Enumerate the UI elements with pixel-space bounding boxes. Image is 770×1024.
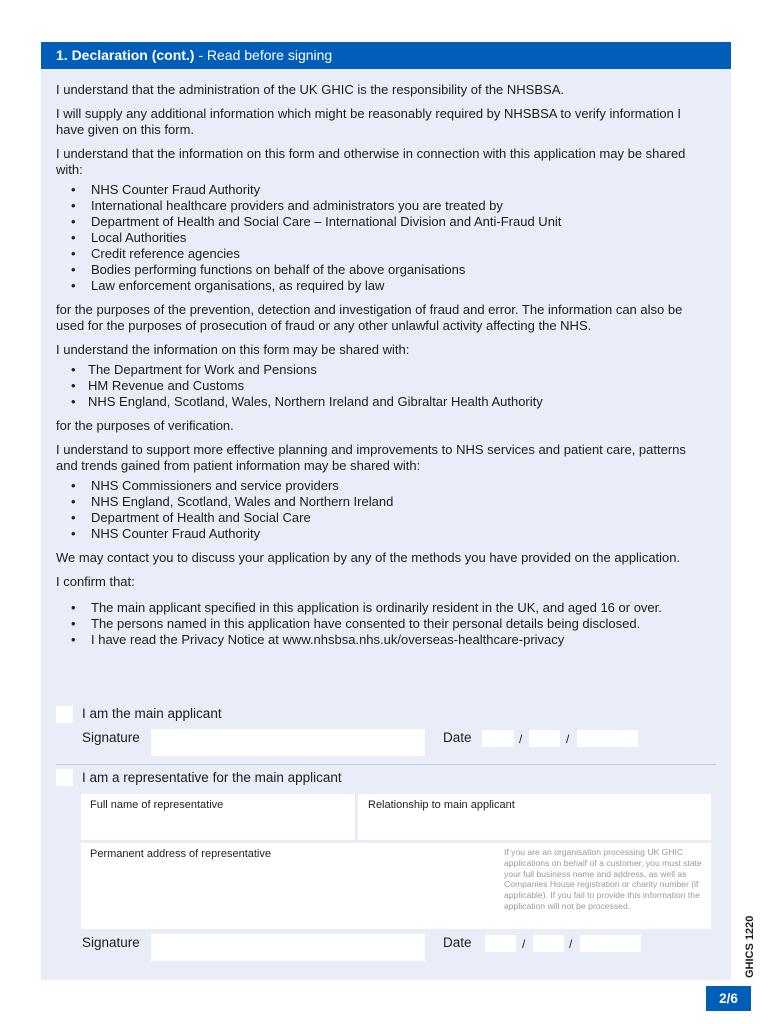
list-item: • Local Authorities (71, 230, 706, 246)
representative-date-label: Date (443, 935, 472, 950)
declaration-paragraph: I understand that the administration of the UK GHIC is the responsibility of the NHSBSA. (56, 82, 564, 97)
declaration-paragraph: I understand that the information on this form and otherwise in connection with this application may be shared with: (56, 146, 686, 177)
full-name-label: Full name of representative (90, 799, 224, 811)
confirmation-list (56, 600, 706, 648)
form-reference-text: GHICS 1220 (744, 915, 756, 978)
representative-date-year-field[interactable] (580, 935, 641, 952)
date-separator: / (519, 732, 523, 746)
declaration-paragraph: for the purposes of the prevention, detection and investigation of fraud and error. The information can also be used for the purposes of prosecution of fraud or any other unlawful activity affecting the NHS. (56, 302, 683, 333)
main-applicant-label: I am the main applicant (82, 706, 222, 721)
list-item: • Department of Health and Social Care (71, 510, 706, 526)
main-applicant-checkbox[interactable] (56, 706, 73, 723)
date-separator: / (566, 732, 570, 746)
main-applicant-signature-field[interactable] (151, 729, 425, 756)
representative-date-month-field[interactable] (533, 935, 564, 952)
declaration-paragraph: for the purposes of verification. (56, 418, 234, 433)
list-item: • Credit reference agencies (71, 246, 706, 262)
date-separator: / (569, 937, 573, 951)
section-title: 1. Declaration (cont.) (56, 47, 195, 63)
date-day-field[interactable] (482, 730, 514, 747)
list-item: • HM Revenue and Customs (71, 378, 706, 394)
declaration-paragraph: We may contact you to discuss your application by any of the methods you have provided on the application. (56, 550, 681, 565)
list-item: • NHS Commissioners and service providers (71, 478, 706, 494)
list-item: • Bodies performing functions on behalf of the above organisations (71, 262, 706, 278)
representative-date-day-field[interactable] (485, 935, 516, 952)
list-item: • Department of Health and Social Care – International Division and Anti-Fraud Unit (71, 214, 706, 230)
section-subtitle: - Read before signing (194, 47, 333, 63)
list-item: • The main applicant specified in this application is ordinarily resident in the UK, and aged 16 or over. (71, 600, 706, 616)
list-item: • NHS Counter Fraud Authority (71, 182, 706, 198)
declaration-paragraph: I understand to support more effective planning and improvements to NHS services and patient care, patterns and trends gained from patient information may be shared with: (56, 442, 686, 473)
list-item: • I have read the Privacy Notice at www.nhsbsa.nhs.uk/overseas-healthcare-privacy (71, 632, 706, 648)
date-year-field[interactable] (577, 730, 638, 747)
section-divider (56, 764, 716, 765)
list-item: • International healthcare providers and administrators you are treated by (71, 198, 706, 214)
list-item: • NHS Counter Fraud Authority (71, 526, 706, 542)
date-separator: / (522, 937, 526, 951)
representative-signature-field[interactable] (151, 934, 425, 961)
declaration-paragraph: I understand the information on this form may be shared with: (56, 342, 410, 357)
list-item: • NHS England, Scotland, Wales and Northern Ireland (71, 494, 706, 510)
list-item: • The Department for Work and Pensions (71, 362, 706, 378)
declaration-paragraph: I confirm that: (56, 574, 135, 589)
verification-sharing-list (56, 362, 706, 410)
relationship-label: Relationship to main applicant (368, 799, 515, 811)
date-label: Date (443, 730, 472, 745)
page-number: 2/6 (706, 986, 751, 1011)
signature-label: Signature (82, 730, 140, 745)
date-month-field[interactable] (529, 730, 560, 747)
organisation-note: If you are an organisation processing UK GHIC applications on behalf of a customer, you must state your full business name and address, as well as Companies House registration or charity number (if applicable). If you fail to provide this information the application will not be processed. (504, 847, 702, 911)
representative-signature-label: Signature (82, 935, 140, 950)
representative-checkbox[interactable] (56, 769, 73, 786)
list-item: • Law enforcement organisations, as required by law (71, 278, 706, 294)
list-item: • The persons named in this application have consented to their personal details being disclosed. (71, 616, 706, 632)
declaration-text (56, 82, 706, 656)
list-item: • NHS England, Scotland, Wales, Northern Ireland and Gibraltar Health Authority (71, 394, 706, 410)
address-label: Permanent address of representative (90, 848, 271, 860)
form-reference (734, 915, 770, 978)
declaration-paragraph: I will supply any additional information which might be reasonably required by NHSBSA to verify information I have given on this form. (56, 106, 682, 137)
section-header (41, 42, 731, 69)
fraud-sharing-list (56, 182, 706, 294)
representative-label: I am a representative for the main applicant (82, 770, 342, 785)
planning-sharing-list (56, 478, 706, 542)
